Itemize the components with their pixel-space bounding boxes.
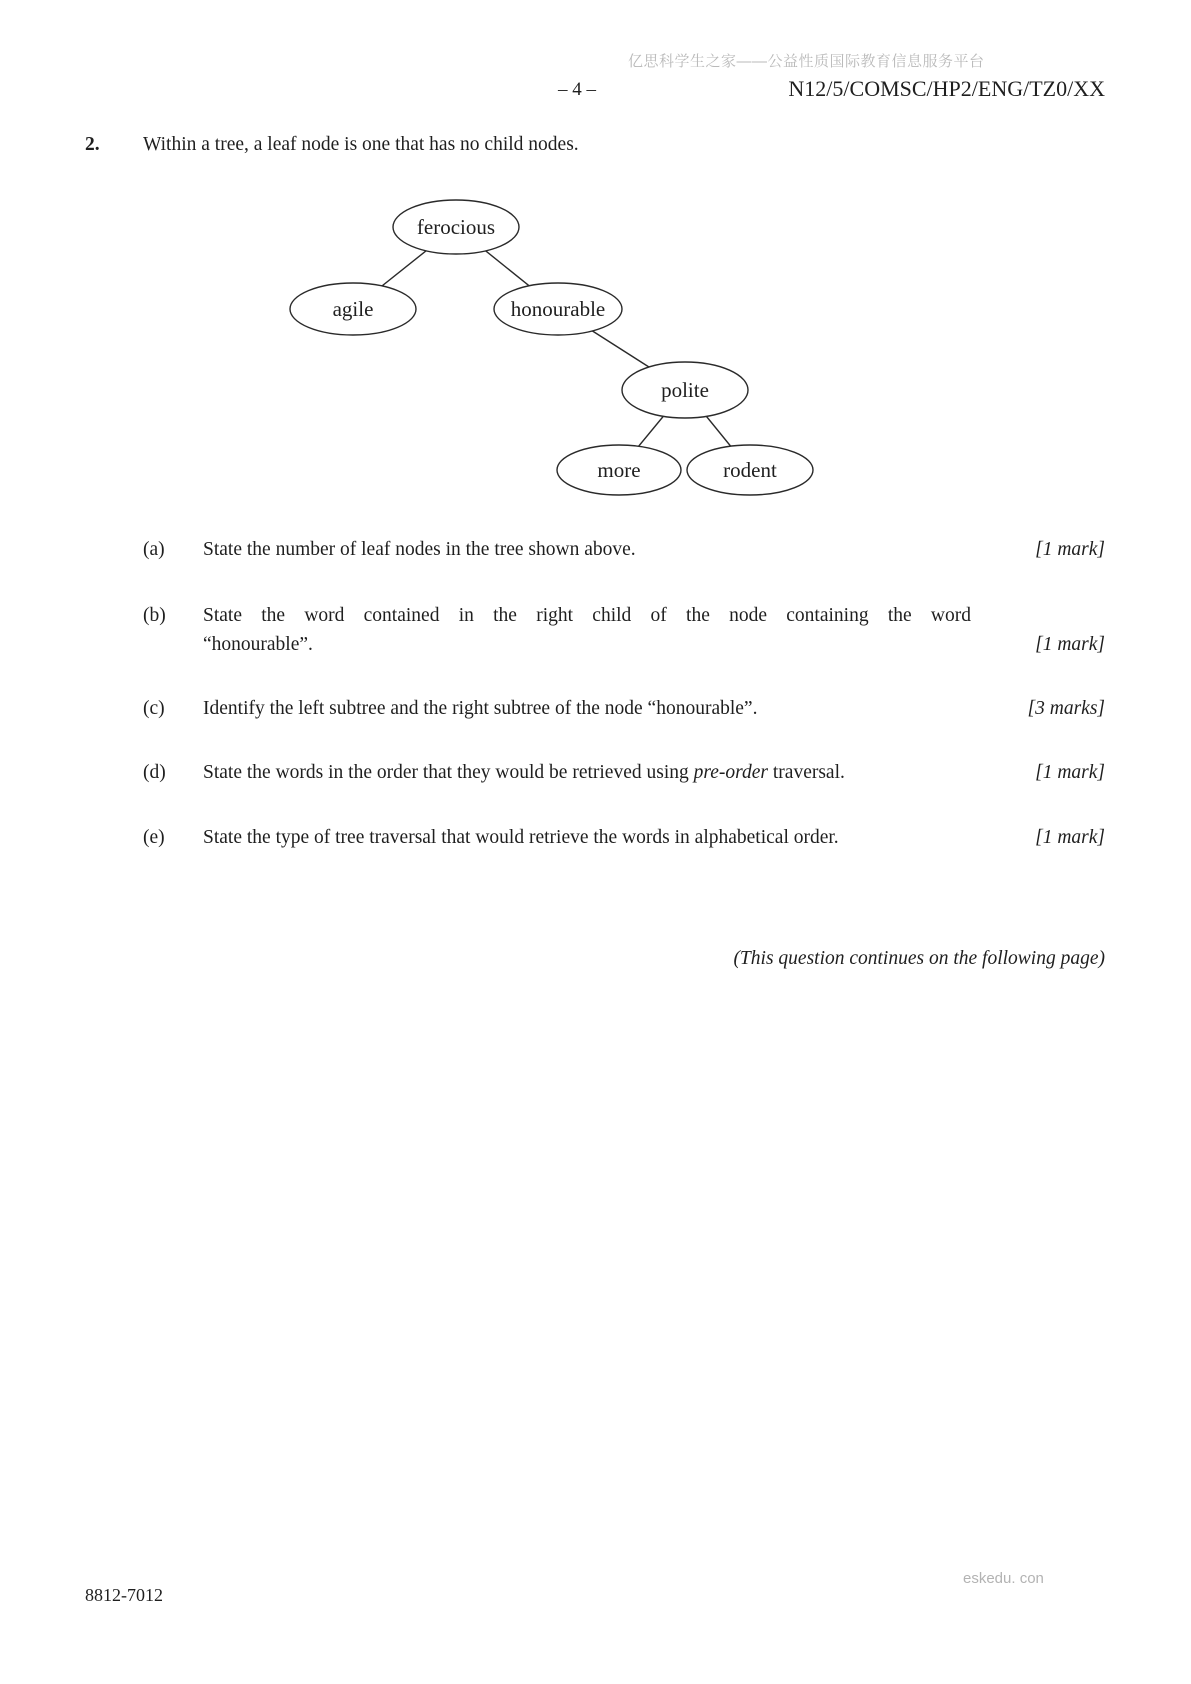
tree-node-label: ferocious	[416, 215, 496, 239]
tree-node-ferocious	[393, 200, 519, 254]
part-c-label: (c)	[143, 698, 165, 719]
tree-node-label: polite	[661, 378, 709, 402]
page-number: – 4 –	[558, 79, 596, 100]
footer-watermark: eskedu. con	[963, 1570, 1044, 1587]
part-d-marks: [1 mark]	[1035, 762, 1105, 783]
part-d-text-after: traversal.	[768, 762, 845, 783]
tree-edges	[353, 227, 750, 470]
binary-tree-figure	[0, 0, 1191, 520]
part-d-text-before: State the words in the order that they would be retrieved using	[203, 762, 694, 783]
tree-node-label: rodent	[723, 458, 777, 482]
tree-node-label: agile	[332, 297, 374, 321]
tree-node-more	[557, 445, 681, 495]
part-b-marks: [1 mark]	[1035, 634, 1105, 655]
header-watermark: 亿思科学生之家——公益性质国际教育信息服务平台	[628, 53, 985, 70]
tree-node-agile	[290, 283, 416, 335]
tree-node-label: honourable	[510, 297, 606, 321]
part-c-text: Identify the left subtree and the right subtree of the node “honourable”.	[203, 698, 758, 719]
tree-node-polite	[622, 362, 748, 418]
continuation-note: (This question continues on the following page)	[733, 948, 1105, 969]
part-e-label: (e)	[143, 827, 165, 848]
part-b-text-line2: “honourable”.	[203, 634, 313, 655]
part-b-text-line1: State the word contained in the right child of the node containing the word	[203, 605, 971, 626]
question-intro-text: Within a tree, a leaf node is one that has no child nodes.	[143, 134, 579, 155]
tree-node-honourable	[494, 283, 622, 335]
part-e-marks: [1 mark]	[1035, 827, 1105, 848]
part-c-marks: [3 marks]	[1027, 698, 1105, 719]
tree-node-label: more	[597, 458, 641, 482]
part-d-text	[203, 761, 845, 784]
question-number: 2.	[85, 134, 100, 155]
part-d-label: (d)	[143, 762, 166, 783]
part-a-marks: [1 mark]	[1035, 539, 1105, 560]
part-b-label: (b)	[143, 605, 166, 626]
part-a-label: (a)	[143, 539, 165, 560]
part-d-text-italic: pre-order	[693, 762, 768, 783]
tree-node-rodent	[687, 445, 813, 495]
paper-code: N12/5/COMSC/HP2/ENG/TZ0/XX	[788, 76, 1105, 101]
part-e-text: State the type of tree traversal that would retrieve the words in alphabetical order.	[203, 827, 839, 848]
footer-paper-id: 8812-7012	[85, 1585, 163, 1605]
part-a-text: State the number of leaf nodes in the tree shown above.	[203, 539, 636, 560]
